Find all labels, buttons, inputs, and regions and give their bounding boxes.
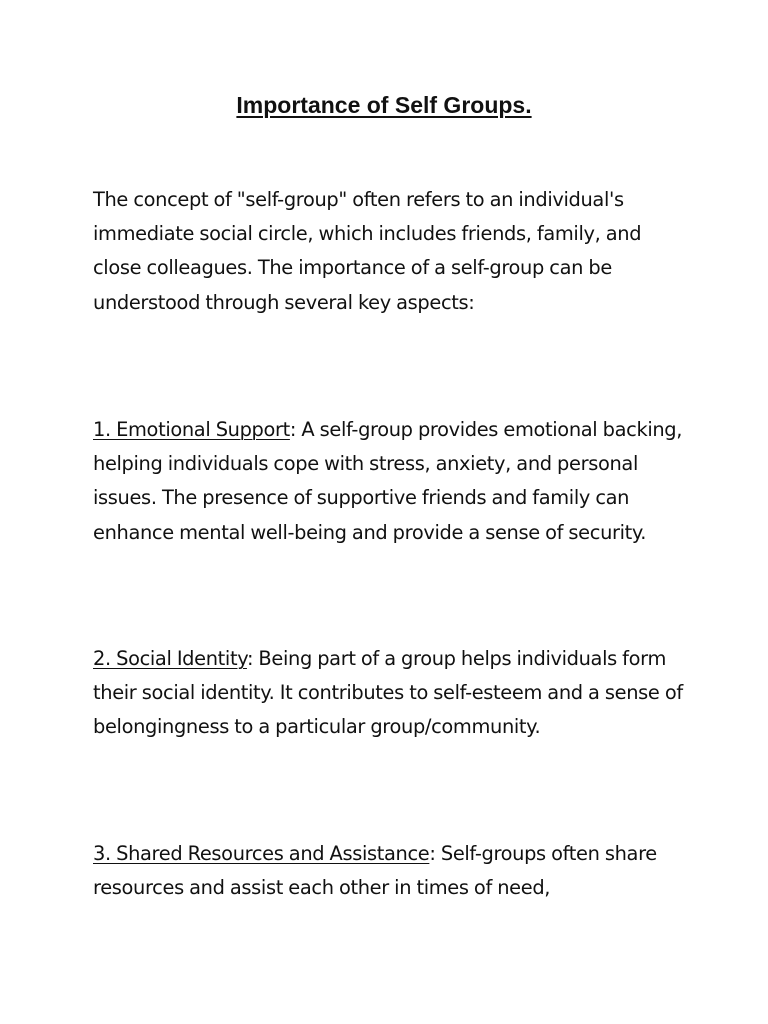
point-term: 1. Emotional Support: [93, 418, 290, 441]
point-text: : A self-group provides emotional backing, helping individuals cope with stress, anxiety, and personal issues. The presence of supportive friends and family can enhance mental well-being and provide a sense of security.: [93, 418, 683, 544]
point-term: 2. Social Identity: [93, 647, 247, 670]
page-title-text: Importance of Self Groups.: [236, 92, 532, 118]
page-title: [0, 88, 768, 122]
point-social-identity: [93, 642, 693, 745]
point-shared-resources: [93, 837, 693, 905]
point-text: : Self-groups often share resources and assist each other in times of need,: [93, 842, 657, 900]
point-emotional-support: [93, 413, 693, 550]
point-text: : Being part of a group helps individuals form their social identity. It contributes to self-esteem and a sense of belongingness to a particular group/community.: [93, 647, 683, 739]
intro-paragraph: The concept of "self-group" often refers to an individual's immediate social circle, which includes friends, family, and close colleagues. The importance of a self-group can be understood through several key aspects:: [93, 188, 642, 314]
point-term: 3. Shared Resources and Assistance: [93, 842, 430, 865]
